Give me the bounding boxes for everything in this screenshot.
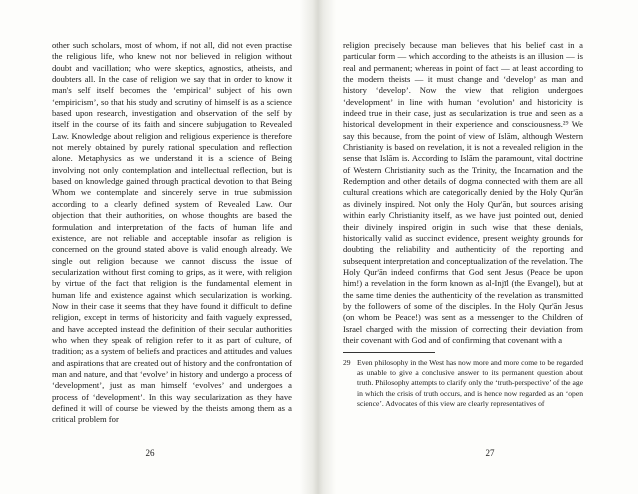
left-page	[52, 40, 292, 426]
footnote-rule	[343, 352, 435, 353]
book-gutter	[300, 0, 336, 494]
left-page-body: other such scholars, most of whom, if not all, did not even practise the religious life, who knew not nor believed in religion without doubt and vacillation; who were skeptics, agnostics, atheists, and doubters all. In the case of religion we say that in order to know it man's self itself becomes the ‘empirical’ subject of his own ‘empiricism’, so that his study and scrutiny of himself is as a science based upon research, investigation and observation of the self by itself in the course of its faith and sincere subjugation to Revealed Law. Knowledge about religion and religious experience is therefore not merely obtained by purely rational speculation and reflection alone. Metaphysics as we understand it is a science of Being involving not only contemplation and intellectual reflection, but is based on knowledge gained through practical devotion to that Being Whom we contemplate and sincerely serve in true submission according to a clearly defined system of Revealed Law. Our objection that their authorities, on whose thoughts are based the formulation and interpretation of the facts of human life and existence, are not reliable and acceptable insofar as religion is concerned on the ground stated above is valid enough already. We single out religion because we cannot discuss the issue of secularization without first coming to grips, as it were, with religion by virtue of the fact that religion is the fundamental element in human life and existence against which secularization is working. Now in their case it seems that they have found it difficult to define religion, except in terms of historicity and faith vaguely expressed, and have accepted instead the definition of their secular authorities who when they speak of religion refer to it as part of culture, of tradition; as a system of beliefs and practices and attitudes and values and aspirations that are created out of history and the confrontation of man and nature, and that ‘evolve’ in history and undergo a process of ‘development’, just as man himself ‘evolves’ and undergoes a process of ‘development’. In this way secularization as they have defined it will of course be viewed by the theists among them as a critical problem for	[52, 40, 292, 425]
right-page-body: religion precisely because man believes that his belief cast in a particular form — which according to the atheists is an illusion — is real and permanent; whereas in point of fact — at least according to the modern theists — it must change and ‘develop’ as man and history ‘develop’. Now the view that religion undergoes ‘development’ in line with human ‘evolution’ and historicity is indeed true in their case, just as secularization is true and seen as a historical development in their experience and consciousness.²⁹ We say this because, from the point of view of Islām, although Western Christianity is based on revelation, it is not a revealed religion in the sense that Islām is. According to Islām the paramount, vital doctrine of Western Christianity such as the Trinity, the Incarnation and the Redemption and other details of dogma connected with them are all cultural creations which are categorically denied by the Holy Qur'ān as divinely inspired. Not only the Holy Qur'ān, but sources arising within early Christianity itself, as we have just pointed out, denied their divinely inspired origin in such wise that these denials, historically valid as succinct evidence, present weighty grounds for doubting the reliability and authenticity of the reporting and subsequent interpretation and conceptualization of the revelation. The Holy Qur'ān indeed confirms that God sent Jesus (Peace be upon him!) a revelation in the form known as al-Injīl (the Evangel), but at the same time denies the authenticity of the revelation as transmitted by the followers of some of the disciples. In the Holy Qur'ān Jesus (on whom be Peace!) was sent as a messenger to the Children of Israel charged with the mission of correcting their deviation from their covenant with God and of confirming that covenant with a	[343, 40, 583, 345]
right-page	[343, 40, 583, 409]
footnote-number: 29	[343, 358, 351, 368]
right-page-number: 27	[485, 448, 495, 458]
footnote	[343, 358, 583, 408]
footnote-text: Even philosophy in the West has now more and more come to be regarded as unable to give a conclusive answer to its permanent question about truth. Philosophy attempts to clarify only the ‘truth-perspective’ of the age in which the crisis of truth occurs, and is hence now regarded as an ‘open science’. Advocates of this view are clearly representatives of	[357, 358, 583, 408]
left-page-number: 26	[145, 448, 155, 458]
